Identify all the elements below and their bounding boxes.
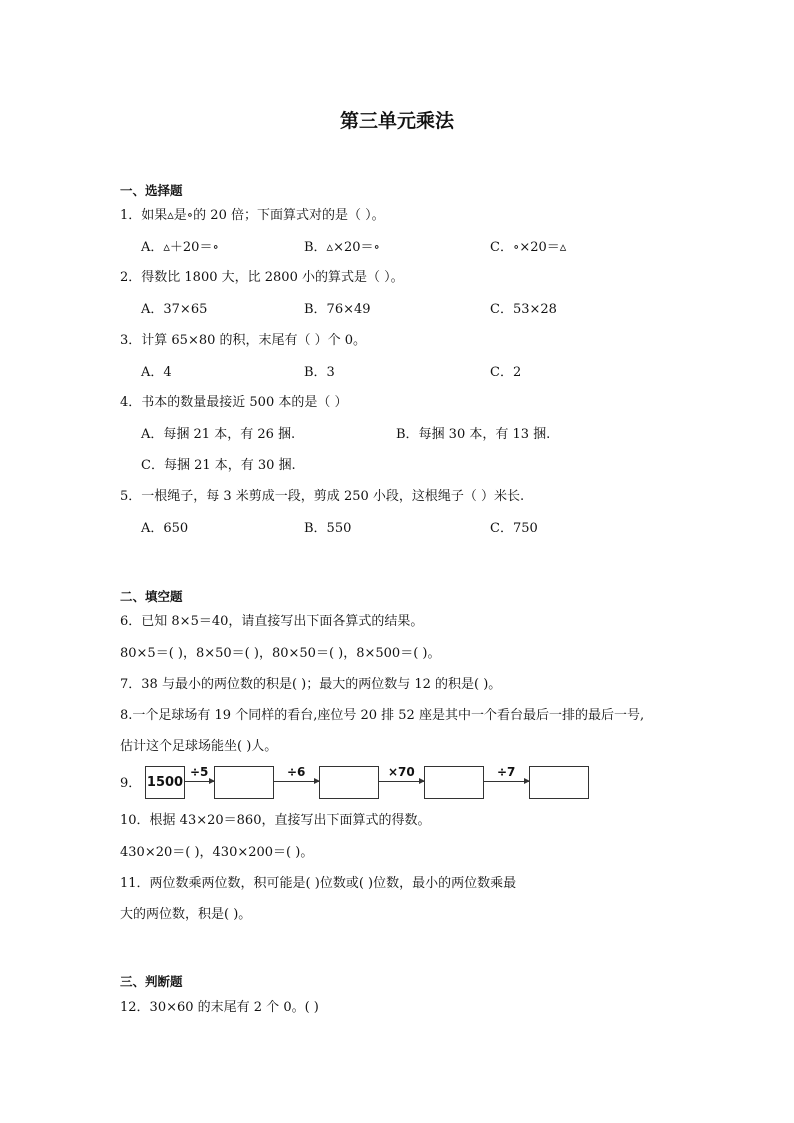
question-1: 1．如果▵是∘的 20 倍；下面算式对的是（ ）。 [120, 208, 385, 223]
q1-option-c: C．∘×20＝▵ [490, 240, 567, 255]
flow-arrow [379, 781, 424, 782]
flow-op-4: ÷7 [497, 765, 516, 779]
q2-option-a: A．37×65 [141, 302, 208, 317]
q9-flow-diagram [145, 765, 595, 803]
q4-option-a: A．每捆 21 本，有 26 捆. [141, 427, 296, 442]
flow-arrow [484, 781, 529, 782]
q1-option-b: B．▵×20＝∘ [304, 240, 380, 255]
q5-option-c: C．750 [490, 521, 538, 536]
flow-op-3: ×70 [388, 765, 415, 779]
flow-blank-box-2 [319, 766, 379, 799]
section-heading-judge: 三、判断题 [120, 974, 183, 989]
question-2: 2．得数比 1800 大，比 2800 小的算式是（ ）。 [120, 270, 404, 285]
q1-option-a: A．▵＋20＝∘ [141, 240, 219, 255]
section-heading-choice: 一、选择题 [120, 183, 183, 198]
question-7: 7．38 与最小的两位数的积是( )；最大的两位数与 12 的积是( )。 [120, 677, 502, 692]
q3-option-b: B．3 [304, 365, 335, 380]
question-12: 12．30×60 的末尾有 2 个 0。( ) [120, 1000, 319, 1015]
q2-option-b: B．76×49 [304, 302, 371, 317]
page-title: 第三单元乘法 [339, 110, 454, 132]
question-8-line1: 8.一个足球场有 19 个同样的看台,座位号 20 排 52 座是其中一个看台最后一排的最后一号, [120, 708, 645, 723]
question-10: 10．根据 43×20＝860，直接写出下面算式的得数。 [120, 813, 431, 828]
flow-blank-box-4 [529, 766, 589, 799]
flow-blank-box-1 [214, 766, 274, 799]
question-5: 5．一根绳子，每 3 米剪成一段，剪成 250 小段，这根绳子（ ）米长. [120, 489, 525, 504]
q4-option-c: C．每捆 21 本，有 30 捆. [141, 458, 296, 473]
flow-start-box: 1500 [145, 766, 185, 799]
flow-op-2: ÷6 [287, 765, 306, 779]
q4-option-b: B．每捆 30 本，有 13 捆. [396, 427, 551, 442]
section-heading-fill: 二、填空题 [120, 589, 183, 604]
question-11-line2: 大的两位数，积是( )。 [120, 907, 252, 922]
flow-op-1: ÷5 [190, 765, 209, 779]
question-8-line2: 估计这个足球场能坐( )人。 [120, 739, 278, 754]
question-4: 4．书本的数量最接近 500 本的是（ ） [120, 395, 348, 410]
flow-arrow [274, 781, 319, 782]
q5-option-a: A．650 [141, 521, 189, 536]
q5-option-b: B．550 [304, 521, 352, 536]
q3-option-c: C．2 [490, 365, 522, 380]
q2-option-c: C．53×28 [490, 302, 557, 317]
flow-arrow [185, 781, 214, 782]
q3-option-a: A．4 [141, 365, 172, 380]
question-6: 6．已知 8×5＝40，请直接写出下面各算式的结果。 [120, 614, 424, 629]
q10-blanks-line: 430×20＝( )，430×200＝( )。 [120, 845, 314, 860]
q6-blanks-line: 80×5＝( )，8×50＝( )，80×50＝( )，8×500＝( )。 [120, 646, 441, 661]
question-3: 3．计算 65×80 的积，末尾有（ ）个 0。 [120, 333, 367, 348]
question-9-number: 9． [120, 776, 142, 791]
flow-blank-box-3 [424, 766, 484, 799]
question-11-line1: 11．两位数乘两位数，积可能是( )位数或( )位数，最小的两位数乘最 [120, 876, 517, 891]
